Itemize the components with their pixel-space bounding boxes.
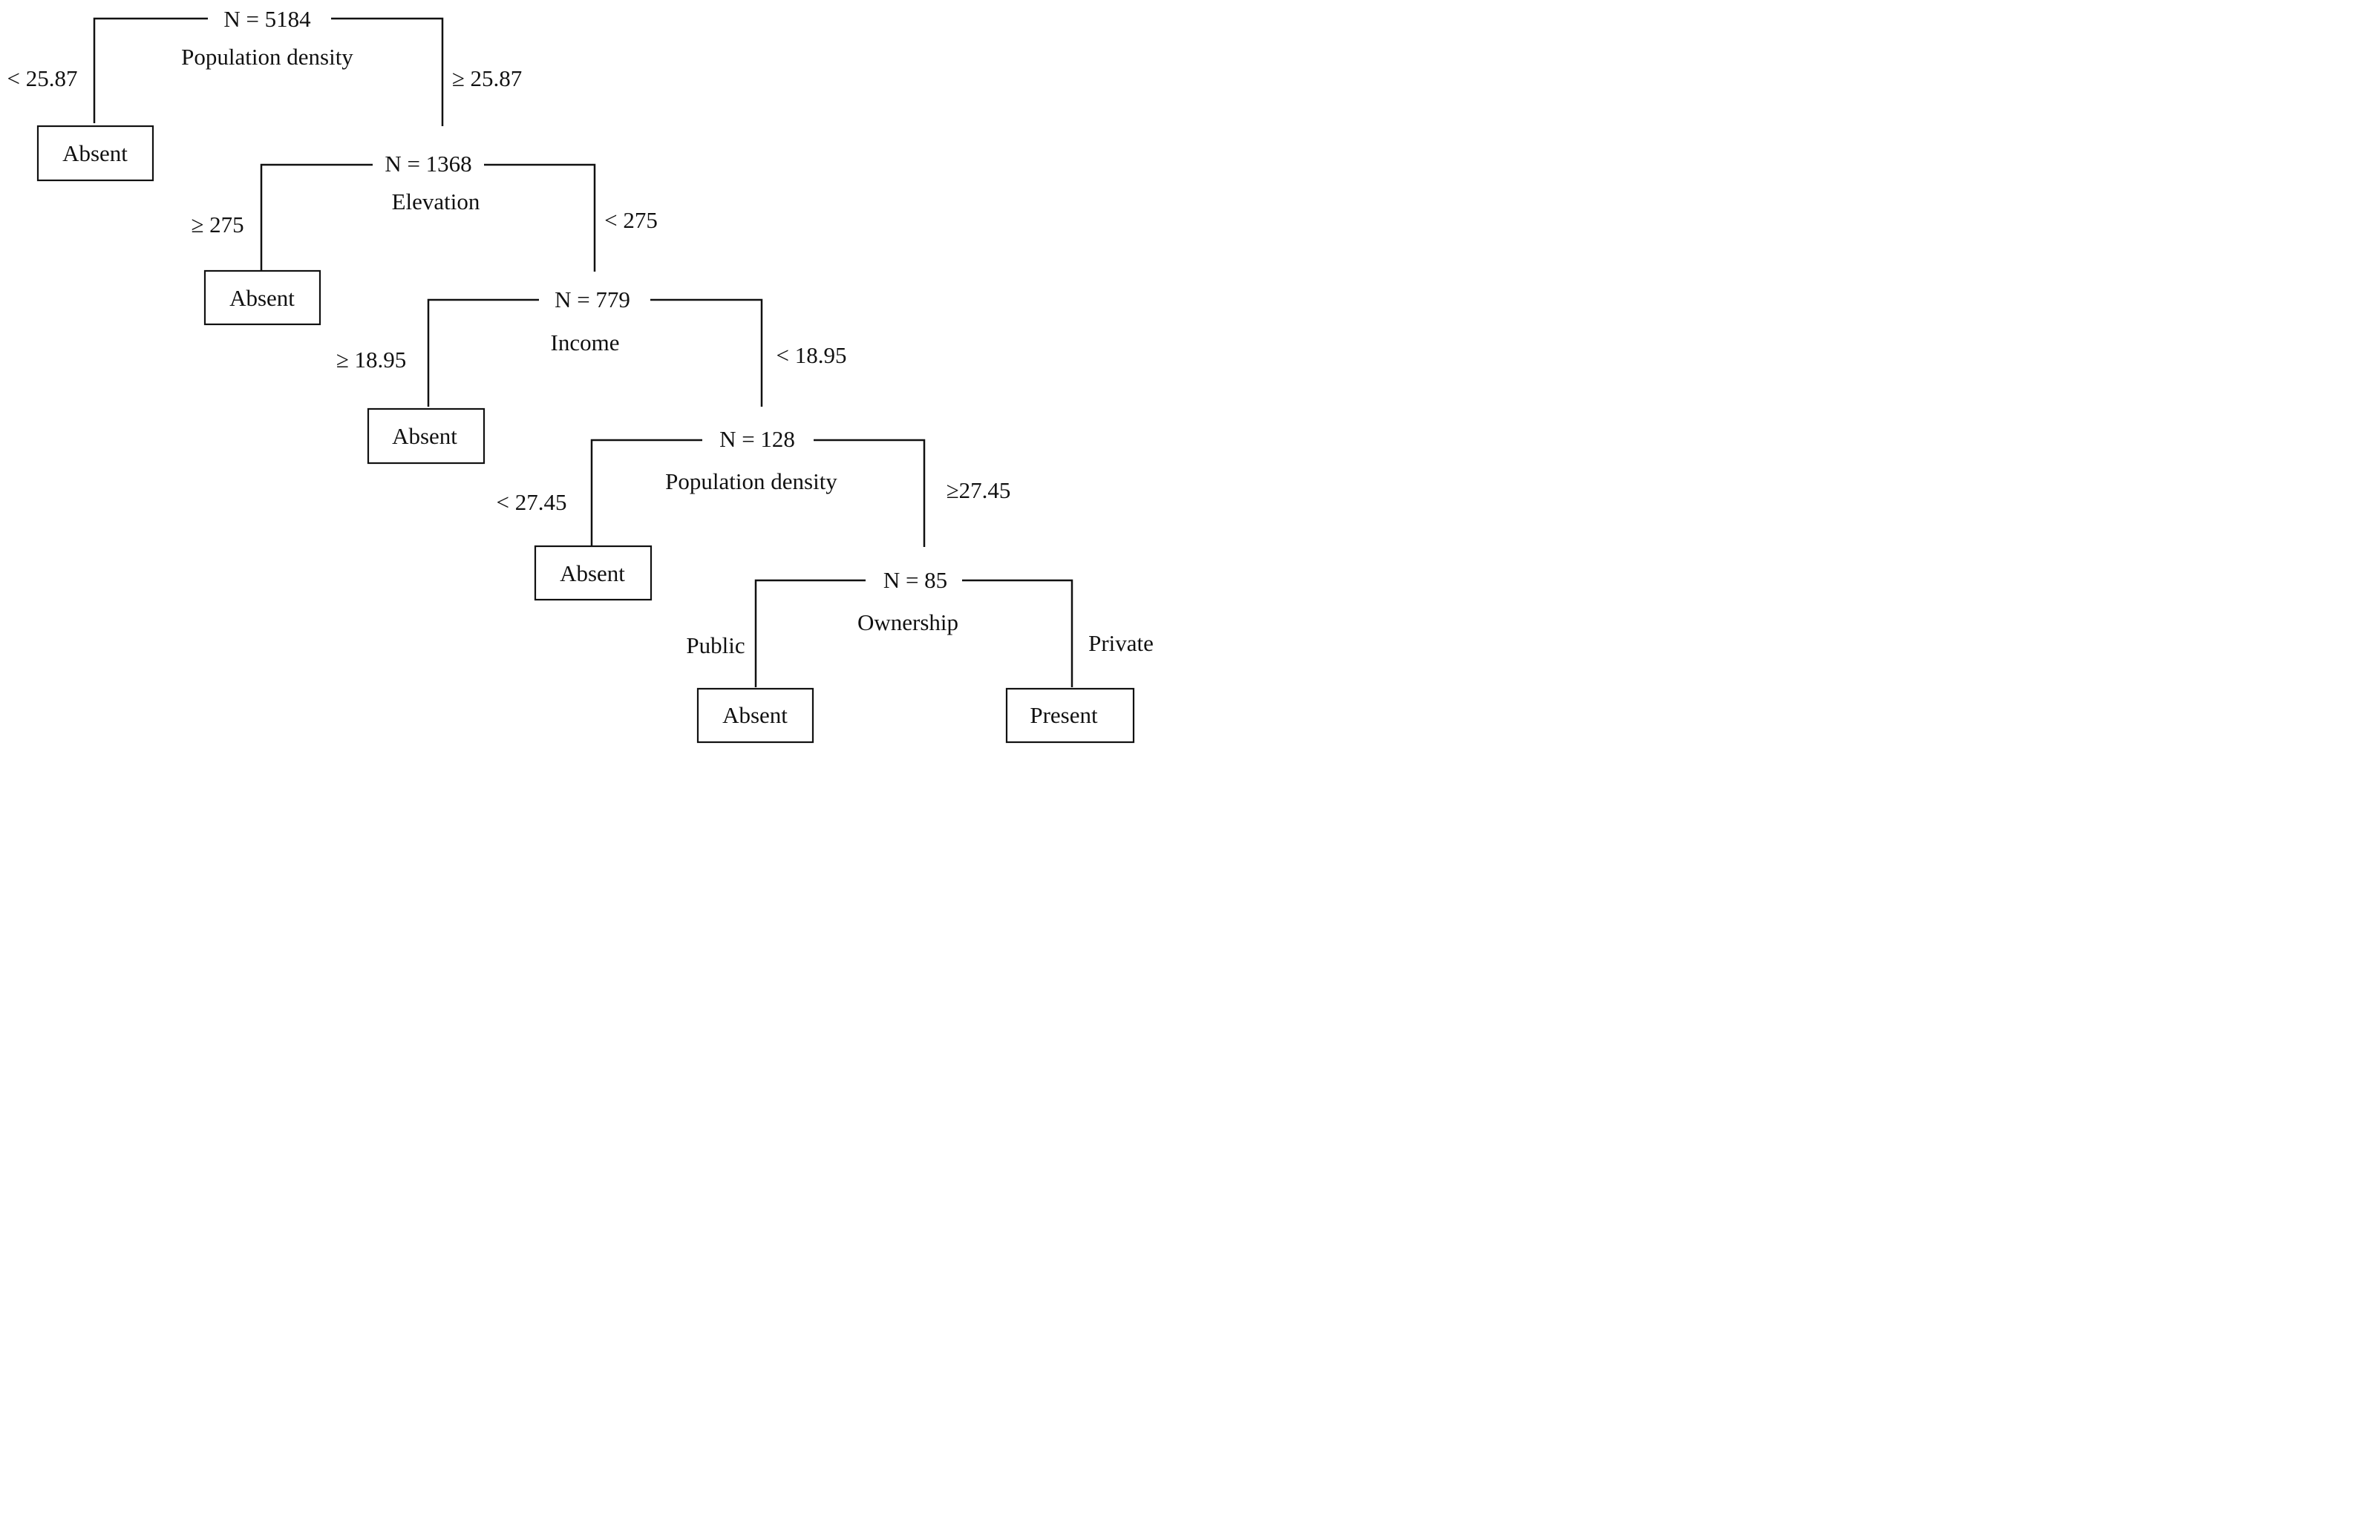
branch-lines-node-1 (94, 19, 208, 123)
leaf-label: Absent (62, 140, 128, 166)
leaf-label: Absent (229, 285, 295, 311)
leaf-label: Absent (392, 423, 457, 449)
right-condition: ≥27.45 (946, 477, 1011, 503)
branch-lines-node-2 (261, 165, 373, 270)
branch-lines-node-5 (756, 580, 866, 687)
leaf-node-absent-3 (368, 409, 484, 463)
leaf-node-present (1007, 689, 1134, 742)
right-condition: ≥ 25.87 (451, 65, 523, 91)
node-variable: Income (550, 330, 620, 355)
branch-lines-node-3-right (650, 300, 762, 407)
left-condition: ≥ 275 (191, 212, 244, 237)
leaf-node-absent-4 (535, 546, 651, 600)
branch-lines-node-5-right (962, 580, 1072, 687)
node-variable: Elevation (391, 189, 480, 214)
decision-tree-diagram (0, 0, 1164, 755)
split-node-income (336, 286, 847, 407)
left-condition: < 27.45 (496, 489, 567, 515)
node-variable: Ownership (857, 609, 959, 635)
leaf-label: Present (1030, 702, 1098, 728)
split-node-elevation (191, 151, 658, 272)
branch-lines-node-3 (428, 300, 539, 407)
right-condition: < 18.95 (776, 342, 847, 368)
branch-lines-node-2-right (484, 165, 595, 272)
left-condition: ≥ 18.95 (336, 347, 407, 373)
leaf-node-absent-5 (698, 689, 813, 742)
split-node-population-density-second (497, 426, 1011, 547)
tree-canvas (0, 0, 1164, 755)
leaf-node-absent-2 (205, 271, 320, 324)
left-condition: < 25.87 (7, 65, 78, 91)
node-variable: Population density (181, 44, 353, 70)
branch-lines-node-1-right (331, 19, 442, 126)
right-condition: Private (1088, 630, 1154, 656)
node-count: N = 779 (555, 286, 630, 312)
node-count: N = 1368 (385, 151, 472, 177)
leaf-node-absent-1 (38, 126, 153, 180)
left-condition: Public (686, 632, 745, 658)
node-count: N = 85 (883, 567, 948, 593)
leaf-label: Absent (722, 702, 788, 728)
right-condition: < 275 (604, 207, 658, 233)
split-node-ownership (686, 567, 1154, 687)
split-node-population-density-root (7, 6, 523, 126)
node-count: N = 5184 (223, 6, 311, 32)
node-count: N = 128 (719, 426, 795, 452)
leaf-label: Absent (560, 560, 625, 586)
node-variable: Population density (665, 468, 837, 494)
